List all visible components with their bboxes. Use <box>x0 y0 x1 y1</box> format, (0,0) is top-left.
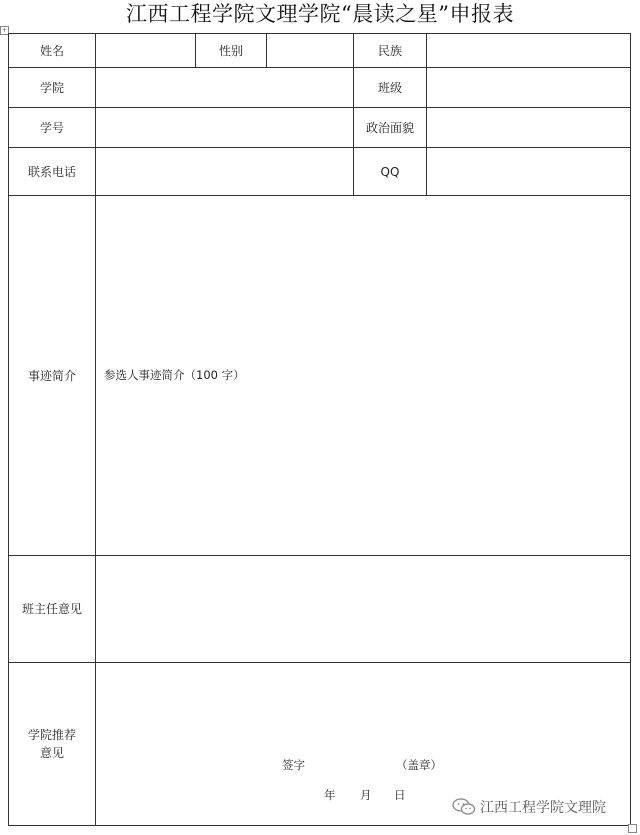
student-id-label: 学号 <box>39 120 64 135</box>
deeds-label: 事迹简介 <box>27 368 76 383</box>
political-status-field[interactable] <box>427 108 630 147</box>
name-label: 姓名 <box>39 43 64 58</box>
teacher-opinion-field[interactable] <box>96 556 630 662</box>
phone-label: 联系电话 <box>27 164 76 179</box>
table-border-right <box>630 33 631 826</box>
gender-field[interactable] <box>267 34 353 67</box>
watermark <box>452 797 606 817</box>
college-opinion-label-line2: 意见 <box>39 746 64 760</box>
ethnicity-field[interactable] <box>427 34 630 67</box>
college-opinion-label-line1: 学院推荐 <box>27 728 76 742</box>
class-field[interactable] <box>427 68 630 107</box>
date-day-label: 日 <box>394 788 406 802</box>
teacher-opinion-label: 班主任意见 <box>21 602 82 616</box>
gender-label: 性别 <box>218 43 243 58</box>
class-label: 班级 <box>377 80 402 95</box>
phone-field[interactable] <box>96 148 353 195</box>
table-resize-handle[interactable] <box>628 824 637 833</box>
form-title: 江西工程学院文理学院“晨读之星”申报表 <box>126 2 514 26</box>
watermark-text: 江西工程学院文理院 <box>480 800 606 816</box>
deeds-hint: 参选人事迹简介（100 字） <box>104 368 245 382</box>
college-label: 学院 <box>39 80 64 95</box>
wechat-icon <box>452 798 476 816</box>
date-month-label: 月 <box>360 788 372 802</box>
college-field[interactable] <box>96 68 353 107</box>
date-year-label: 年 <box>324 788 336 802</box>
signature-label: 签字 <box>282 758 305 772</box>
deeds-field[interactable] <box>96 196 630 555</box>
qq-field[interactable] <box>427 148 630 195</box>
political-status-label: 政治面貌 <box>365 120 414 135</box>
name-field[interactable] <box>96 34 195 67</box>
table-border-bottom <box>8 825 631 826</box>
college-opinion-label <box>9 663 95 825</box>
student-id-field[interactable] <box>96 108 353 147</box>
qq-label: QQ <box>380 164 400 179</box>
table-move-handle-icon[interactable]: + <box>1 27 8 34</box>
stamp-label: （盖章） <box>396 758 442 772</box>
ethnicity-label: 民族 <box>377 43 402 58</box>
